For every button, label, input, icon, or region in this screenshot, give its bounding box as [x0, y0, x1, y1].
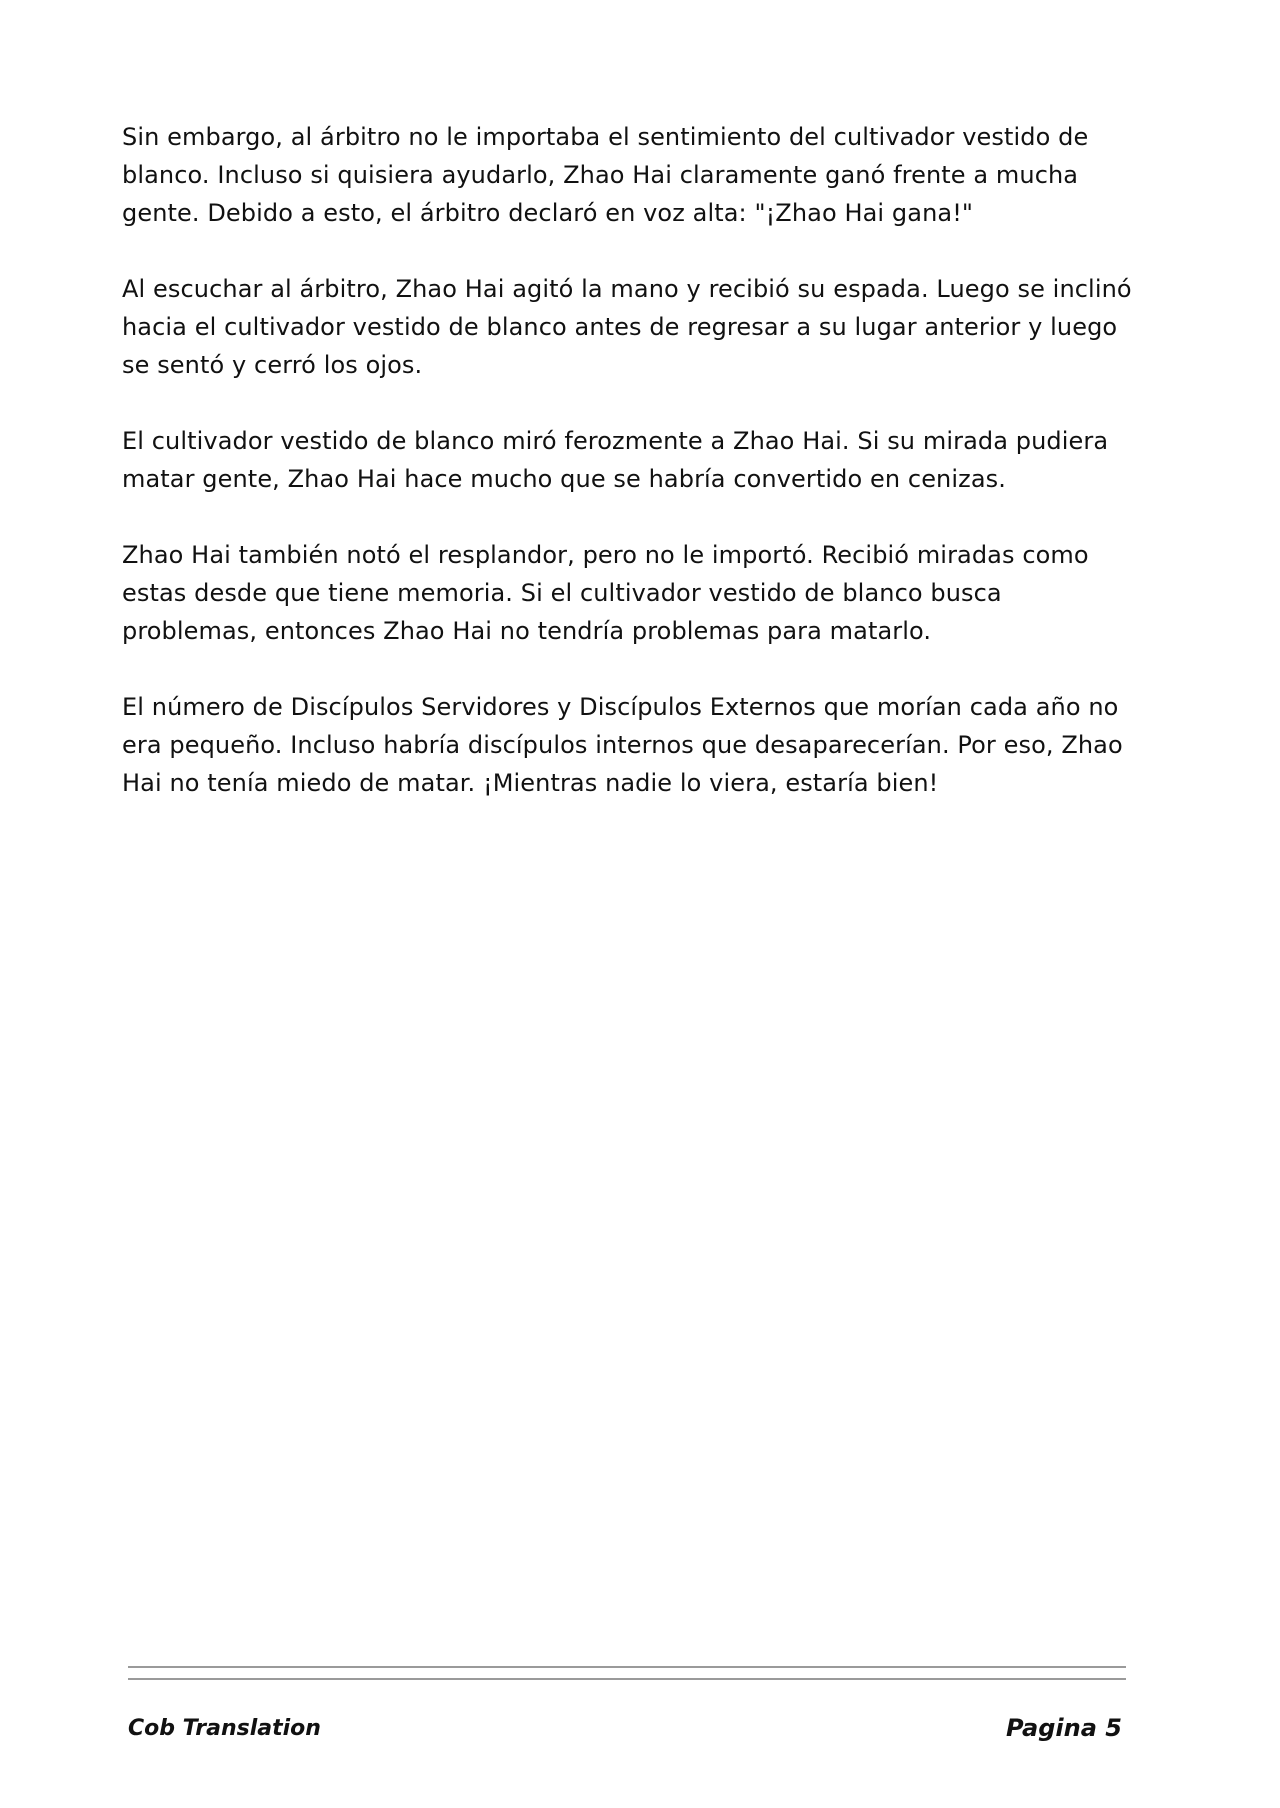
- body-text: [122, 118, 1132, 840]
- footer-rule-top: [128, 1666, 1126, 1668]
- paragraph-4: Zhao Hai también notó el resplandor, pero no le importó. Recibió miradas como estas desde que tiene memoria. Si el cultivador vestido de blanco busca problemas, entonces Zhao Hai no tendría problemas para matarlo.: [122, 541, 1089, 645]
- footer-credit: Cob Translation: [128, 1716, 321, 1741]
- footer-divider: [128, 1666, 1126, 1680]
- page-number: Pagina 5: [1006, 1714, 1122, 1742]
- paragraph-3: El cultivador vestido de blanco miró ferozmente a Zhao Hai. Si su mirada pudiera matar gente, Zhao Hai hace mucho que se habría convertido en cenizas.: [122, 427, 1109, 493]
- paragraph-2: Al escuchar al árbitro, Zhao Hai agitó la mano y recibió su espada. Luego se inclinó hacia el cultivador vestido de blanco antes de regresar a su lugar anterior y luego se sentó y cerró los ojos.: [122, 275, 1132, 379]
- paragraph-5: El número de Discípulos Servidores y Discípulos Externos que morían cada año no era pequeño. Incluso habría discípulos internos que desaparecerían. Por eso, Zhao Hai no tenía miedo de matar. ¡Mientras nadie lo viera, estaría bien!: [122, 693, 1123, 797]
- paragraph-1: Sin embargo, al árbitro no le importaba el sentimiento del cultivador vestido de blanco. Incluso si quisiera ayudarlo, Zhao Hai claramente ganó frente a mucha gente. Debido a esto, el árbitro declaró en voz alta: "¡Zhao Hai gana!": [122, 123, 1089, 227]
- footer-rule-bottom: [128, 1678, 1126, 1680]
